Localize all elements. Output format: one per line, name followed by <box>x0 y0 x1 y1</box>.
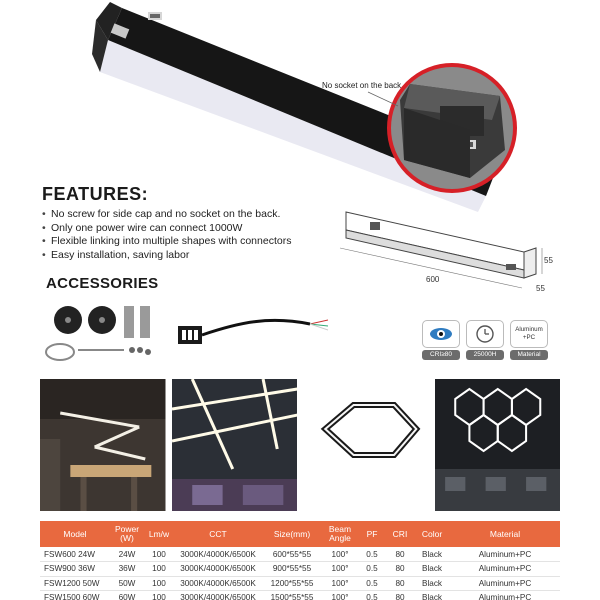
cell-cct: 3000K/4000K/6500K <box>174 547 262 562</box>
table-row <box>40 591 560 600</box>
cell-cct: 3000K/4000K/6500K <box>174 562 262 577</box>
header-beam-angle: Beam Angle <box>322 521 358 547</box>
material-caption: Material <box>510 350 548 360</box>
photo-retail-grid <box>172 379 298 511</box>
cell-power: 36W <box>110 562 144 577</box>
cell-color: Black <box>414 576 450 591</box>
dimension-height: 55 <box>544 256 553 265</box>
feature-item: • Easy installation, saving labor <box>42 248 190 261</box>
cell-lmw: 100 <box>144 562 174 577</box>
cell-cri: 80 <box>386 576 414 591</box>
cell-model: FSW1500 60W <box>40 591 110 600</box>
cell-power: 24W <box>110 547 144 562</box>
cell-lmw: 100 <box>144 547 174 562</box>
cell-cct: 3000K/4000K/6500K <box>174 576 262 591</box>
cell-material: Aluminum+PC <box>450 562 560 577</box>
bracket-icon <box>124 306 150 338</box>
cell-pf: 0.5 <box>358 576 386 591</box>
eye-icon <box>429 326 453 342</box>
cell-model: FSW900 36W <box>40 562 110 577</box>
spec-table-header <box>40 521 560 547</box>
material-badge <box>510 320 548 360</box>
lifetime-badge <box>466 320 504 360</box>
cell-color: Black <box>414 591 450 600</box>
accessories-image <box>40 298 370 370</box>
features-title: FEATURES: <box>42 184 149 204</box>
header-lmw: Lm/w <box>144 521 174 547</box>
header-model: Model <box>40 521 110 547</box>
cell-material: Aluminum+PC <box>450 591 560 600</box>
callout-label: No socket on the back <box>322 81 402 90</box>
cell-size: 1200*55*55 <box>262 576 322 591</box>
dimension-drawing <box>330 208 560 300</box>
header-cri: CRI <box>386 521 414 547</box>
cell-pf: 0.5 <box>358 562 386 577</box>
dimension-width: 55 <box>536 284 545 293</box>
cell-lmw: 100 <box>144 576 174 591</box>
cell-lmw: 100 <box>144 591 174 600</box>
cell-beam: 100° <box>322 562 358 577</box>
cell-size: 1500*55*55 <box>262 591 322 600</box>
clock-icon <box>475 324 495 344</box>
cell-pf: 0.5 <box>358 591 386 600</box>
features-list <box>42 208 291 262</box>
feature-item: • Flexible linking into multiple shapes with connectors <box>42 235 292 247</box>
feature-item: • No screw for side cap and no socket on the back. <box>42 208 281 220</box>
cell-cri: 80 <box>386 562 414 577</box>
cell-beam: 100° <box>322 576 358 591</box>
accessories-title: ACCESSORIES <box>46 275 159 292</box>
hanging-cable-icon <box>46 344 151 360</box>
cri-caption: CRI≥80 <box>422 350 460 360</box>
lifetime-caption: 25000H <box>466 350 504 360</box>
header-color: Color <box>414 521 450 547</box>
mounting-plate-icon <box>54 306 116 334</box>
cell-power: 60W <box>110 591 144 600</box>
cell-material: Aluminum+PC <box>450 576 560 591</box>
table-row <box>40 547 560 562</box>
application-photos <box>40 379 560 511</box>
spec-table <box>40 521 560 600</box>
cell-cri: 80 <box>386 591 414 600</box>
cell-cri: 80 <box>386 547 414 562</box>
photo-hexagon-shape <box>303 379 429 511</box>
cell-model: FSW1200 50W <box>40 576 110 591</box>
feature-item: • Only one power wire can connect 1000W <box>42 221 243 234</box>
header-cct: CCT <box>174 521 262 547</box>
material-line2: +PC <box>522 334 536 341</box>
cell-beam: 100° <box>322 591 358 600</box>
header-material: Material <box>450 521 560 547</box>
power-connector-icon <box>178 320 328 344</box>
table-row <box>40 576 560 591</box>
cell-material: Aluminum+PC <box>450 547 560 562</box>
table-row <box>40 562 560 577</box>
photo-office-pendant <box>40 379 166 511</box>
cell-size: 900*55*55 <box>262 562 322 577</box>
photo-hexagon-ceiling <box>435 379 561 511</box>
material-line1: Aluminum <box>515 326 543 333</box>
cell-model: FSW600 24W <box>40 547 110 562</box>
no-socket-callout <box>389 65 515 191</box>
cell-color: Black <box>414 562 450 577</box>
cell-color: Black <box>414 547 450 562</box>
header-power: Power (W) <box>110 521 144 547</box>
dimension-length: 600 <box>426 275 440 284</box>
header-pf: PF <box>358 521 386 547</box>
cell-pf: 0.5 <box>358 547 386 562</box>
header-size: Size(mm) <box>262 521 322 547</box>
cell-cct: 3000K/4000K/6500K <box>174 591 262 600</box>
cell-power: 50W <box>110 576 144 591</box>
cri-badge <box>422 320 460 360</box>
cell-beam: 100° <box>322 547 358 562</box>
cell-size: 600*55*55 <box>262 547 322 562</box>
product-hero-image <box>0 0 600 215</box>
